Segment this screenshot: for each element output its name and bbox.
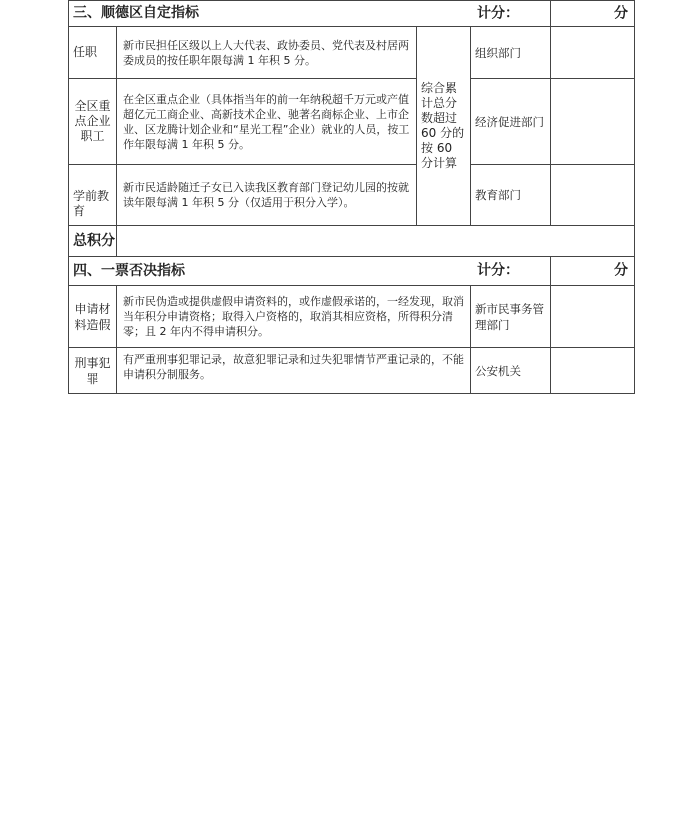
section3-score-cell bbox=[477, 1, 635, 27]
row-desc-tenure: 新市民担任区级以上人大代表、政协委员、党代表及村居两委成员的按任职年限每满 1 年积 5 分。 bbox=[117, 27, 417, 79]
section4-score-cell bbox=[477, 257, 635, 286]
points-table bbox=[68, 0, 635, 394]
row-dept-criminal: 公安机关 bbox=[471, 348, 551, 394]
row-desc-criminal: 有严重刑事犯罪记录，故意犯罪记录和过失犯罪情节严重记录的，不能申请积分制服务。 bbox=[117, 348, 471, 394]
total-value-cell[interactable] bbox=[117, 226, 635, 257]
table-row bbox=[69, 286, 635, 348]
table-row bbox=[69, 348, 635, 394]
row-desc-key-enterprise: 在全区重点企业（具体指当年的前一年纳税超千万元或产值超亿元工商企业、高新技术企业、驰著名商标企业、上市企业、区龙腾计划企业和“星光工程”企业）就业的人员，按工作年限每满 1 年积 5 分。 bbox=[117, 79, 417, 165]
section4-score-unit: 分 bbox=[614, 262, 628, 279]
section4-score-label: 计分： bbox=[477, 262, 519, 279]
section3-score-label: 计分： bbox=[477, 5, 519, 21]
row-label-key-enterprise: 全区重点企业职工 bbox=[69, 79, 117, 165]
row-score-tenure[interactable] bbox=[551, 27, 635, 79]
row-dept-preschool: 教育部门 bbox=[471, 165, 551, 226]
row-desc-preschool: 新市民适龄随迁子女已入读我区教育部门登记幼儿园的按就读年限每满 1 年积 5 分（仅适用于积分入学）。 bbox=[117, 165, 417, 226]
row-score-key-enterprise[interactable] bbox=[551, 79, 635, 165]
row-score-preschool[interactable] bbox=[551, 165, 635, 226]
row-dept-tenure: 组织部门 bbox=[471, 27, 551, 79]
row-label-fraud: 申请材料造假 bbox=[69, 286, 117, 348]
section3-score-unit: 分 bbox=[614, 5, 628, 21]
section4-title: 四、一票否决指标 bbox=[69, 257, 551, 286]
table-row bbox=[69, 79, 635, 165]
row-score-fraud[interactable] bbox=[551, 286, 635, 348]
table-row bbox=[69, 165, 635, 226]
row-label-tenure: 任职 bbox=[69, 27, 117, 79]
points-table-sheet bbox=[68, 0, 634, 394]
row-dept-key-enterprise: 经济促进部门 bbox=[471, 79, 551, 165]
section4-header bbox=[69, 257, 635, 286]
row-score-criminal[interactable] bbox=[551, 348, 635, 394]
row-desc-fraud: 新市民伪造或提供虚假申请资料的，或作虚假承诺的，一经发现，取消当年积分申请资格；取得入户资格的，取消其相应资格，所得积分清零；且 2 年内不得申请积分。 bbox=[117, 286, 471, 348]
row-dept-fraud: 新市民事务管理部门 bbox=[471, 286, 551, 348]
row-label-preschool: 学前教育 bbox=[69, 165, 117, 226]
total-label: 总积分 bbox=[69, 226, 117, 257]
total-row bbox=[69, 226, 635, 257]
table-row bbox=[69, 27, 635, 79]
section3-title: 三、顺德区自定指标 bbox=[69, 1, 551, 27]
merged-cap-note: 综合累计总分数超过 60 分的按 60 分计算 bbox=[417, 27, 471, 226]
row-label-criminal: 刑事犯罪 bbox=[69, 348, 117, 394]
section3-header bbox=[69, 1, 635, 27]
